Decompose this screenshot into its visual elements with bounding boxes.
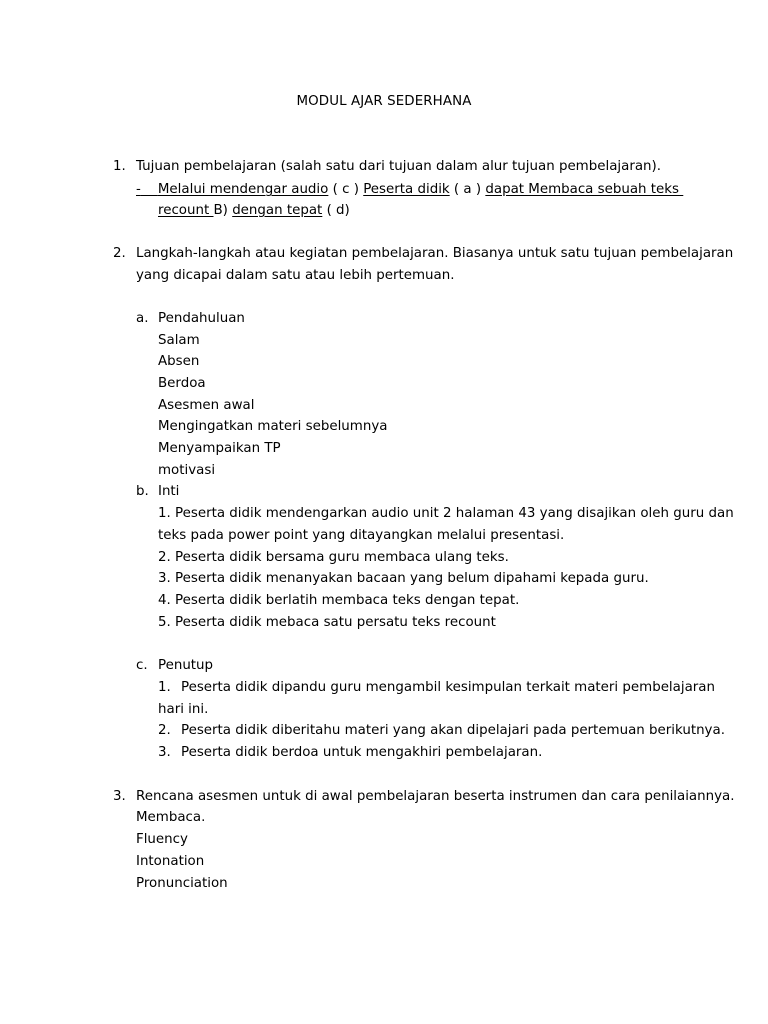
list-item: Intonation: [136, 854, 205, 869]
bullet-dash: -: [136, 182, 141, 197]
bullet-phrase-d: ( d): [322, 203, 350, 218]
list-item: Peserta didik diberitahu materi yang akan dipelajari pada pertemuan berikutnya.: [181, 723, 725, 738]
bullet-phrase-b: B): [213, 203, 228, 218]
section-3-number: 3.: [113, 789, 126, 804]
bullet-phrase-audio: Melalui mendengar audio: [157, 182, 329, 197]
list-item: 4. Peserta didik berlatih membaca teks dengan tepat.: [158, 593, 520, 608]
bullet-phrase-membaca: dapat Membaca sebuah teks: [485, 182, 680, 197]
list-item: Peserta didik dipandu guru mengambil kesimpulan terkait materi pembelajaran: [181, 680, 715, 695]
subsection-b-marker: b.: [136, 484, 149, 499]
list-item: teks pada power point yang ditayangkan melalui presentasi.: [158, 528, 565, 543]
list-item: Mengingatkan materi sebelumnya: [158, 419, 388, 434]
list-item: Salam: [158, 333, 200, 348]
section-2-line-1: Langkah-langkah atau kegiatan pembelajaran. Biasanya untuk satu tujuan pembelajaran: [136, 246, 734, 261]
section-2-line-2: yang dicapai dalam satu atau lebih pertemuan.: [136, 268, 455, 283]
list-item: Fluency: [136, 832, 188, 847]
list-item-number: 1.: [158, 680, 171, 695]
bullet-phrase-peserta: Peserta didik: [363, 182, 450, 197]
subsection-c-heading: Penutup: [158, 658, 214, 673]
bullet-phrase-a: ( a ): [449, 182, 486, 197]
section-1-text: Tujuan pembelajaran (salah satu dari tujuan dalam alur tujuan pembelajaran).: [136, 159, 661, 174]
section-1-bullet-line-1: [136, 181, 683, 199]
list-item: 1. Peserta didik mendengarkan audio unit 2 halaman 43 yang disajikan oleh guru dan: [158, 506, 734, 521]
section-2-number: 2.: [113, 246, 126, 261]
section-1-bullet-line-2: [158, 202, 350, 220]
subsection-a-marker: a.: [136, 311, 149, 326]
list-item: Pronunciation: [136, 876, 228, 891]
subsection-a-heading: Pendahuluan: [158, 311, 245, 326]
bullet-phrase-recount: recount: [158, 203, 214, 218]
list-item: Membaca.: [136, 810, 206, 825]
subsection-c-marker: c.: [136, 658, 148, 673]
section-3-line-1: Rencana asesmen untuk di awal pembelajaran beserta instrumen dan cara penilaiannya.: [136, 789, 735, 804]
section-1-number: 1.: [113, 159, 126, 174]
list-item: Asesmen awal: [158, 398, 255, 413]
list-item-continuation: hari ini.: [158, 702, 209, 717]
bullet-phrase-c: ( c ): [328, 182, 364, 197]
list-item: Peserta didik berdoa untuk mengakhiri pembelajaran.: [181, 745, 543, 760]
list-item-number: 2.: [158, 723, 171, 738]
subsection-b-heading: Inti: [158, 484, 180, 499]
list-item: 2. Peserta didik bersama guru membaca ulang teks.: [158, 550, 509, 565]
document-title: MODUL AJAR SEDERHANA: [296, 94, 472, 109]
list-item: motivasi: [158, 463, 216, 478]
list-item: 3. Peserta didik menanyakan bacaan yang belum dipahami kepada guru.: [158, 571, 649, 586]
list-item: Menyampaikan TP: [158, 441, 281, 456]
list-item: Absen: [158, 354, 200, 369]
list-item: 5. Peserta didik mebaca satu persatu teks recount: [158, 615, 496, 630]
list-item-number: 3.: [158, 745, 171, 760]
bullet-phrase-tepat: dengan tepat: [232, 203, 323, 218]
list-item: Berdoa: [158, 376, 206, 391]
